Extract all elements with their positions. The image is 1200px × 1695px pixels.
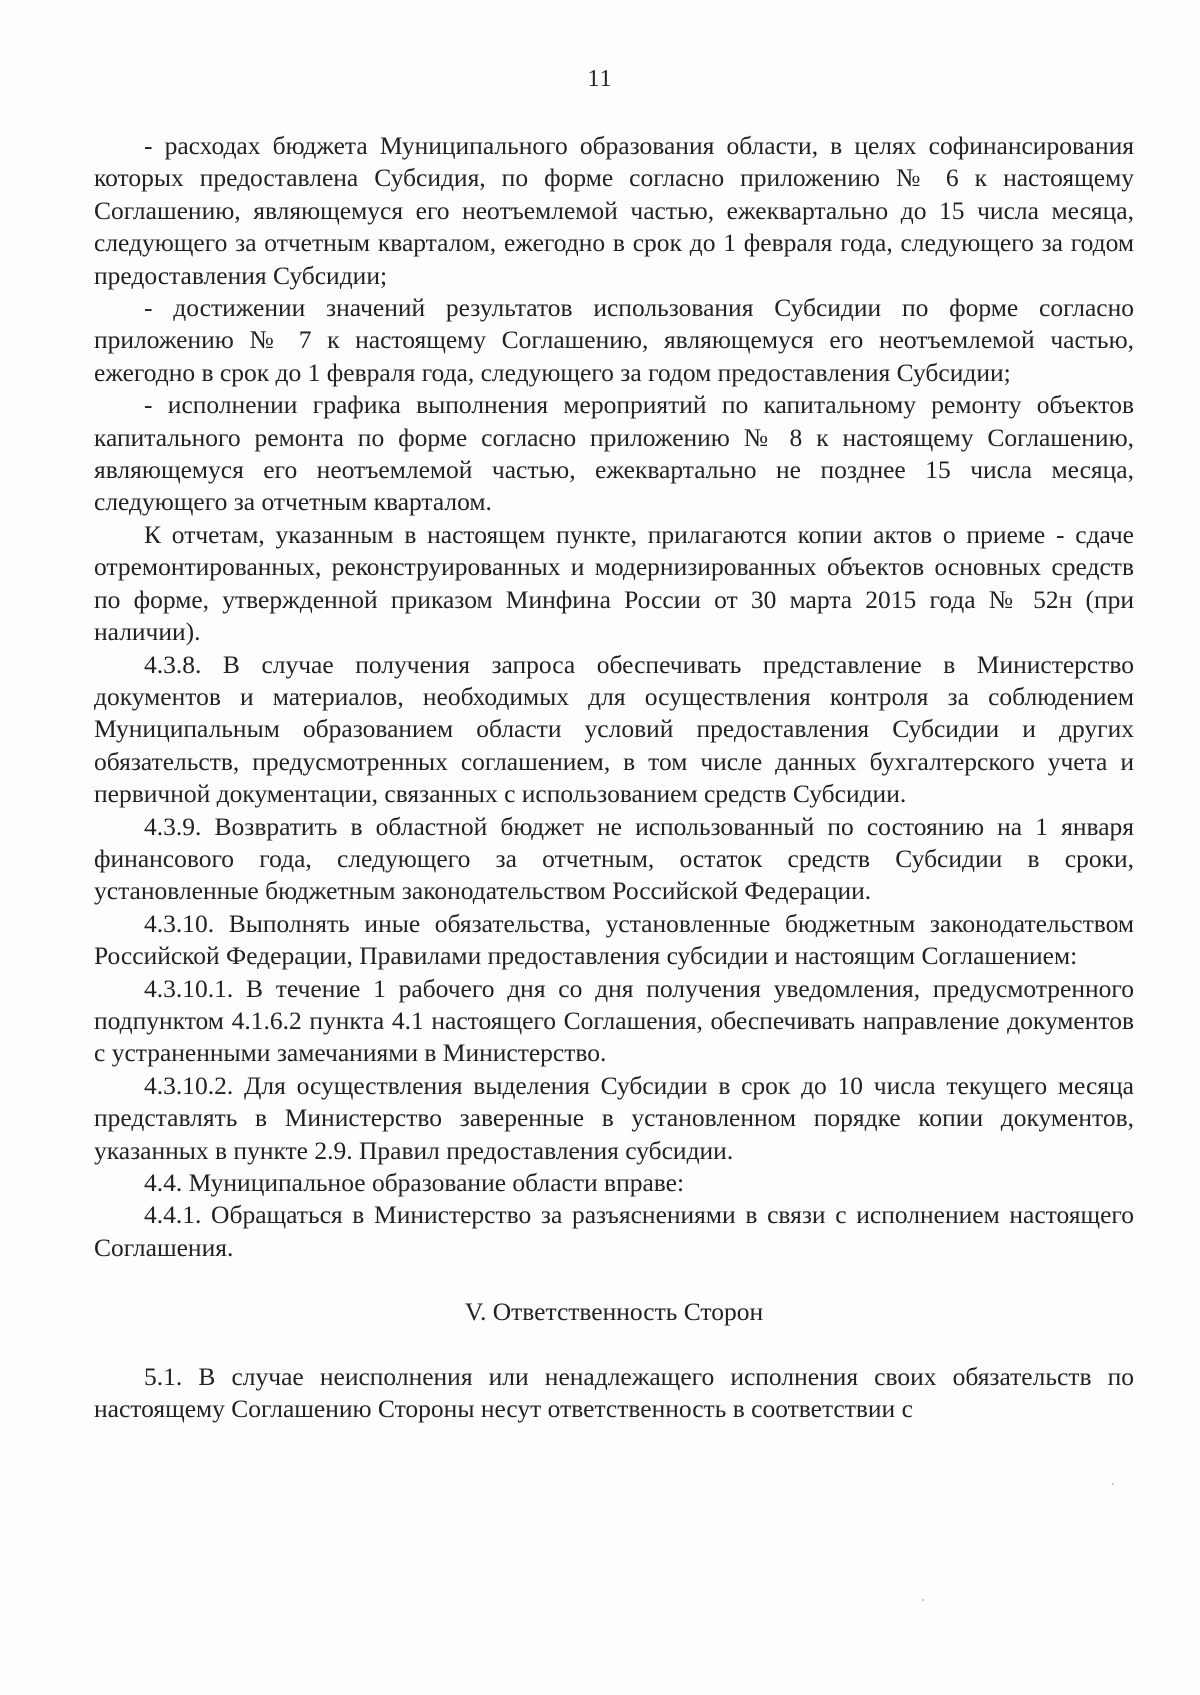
clause-5-1: 5.1. В случае неисполнения или ненадлежащего исполнения своих обязательств по настоящему Соглашению Стороны несут ответственность в соответствии с xyxy=(94,1361,1134,1424)
paragraph-expenditure-report: - расходах бюджета Муниципального образования области, в целях софинансирования которых предоставлена Субсидия, по форме согласно приложению № 6 к настоящему Соглашению, являющемуся его неотъемлемой частью, ежеквартально до 15 числа месяца, следующего за отчетным кварталом, ежегодно в срок до 1 февраля года, следующего за годом предоставления Субсидии; xyxy=(94,131,1134,290)
paragraph-schedule-report: - исполнении графика выполнения мероприятий по капитальному ремонту объектов капитального ремонта по форме согласно приложению № 8 к настоящему Соглашению, являющемуся его неотъемлемой частью, ежеквартально не позднее 15 числа месяца, следующего за отчетным кварталом. xyxy=(94,390,1134,517)
scan-speck xyxy=(1112,1483,1114,1485)
clause-4-4-1: 4.4.1. Обращаться в Министерство за разъяснениями в связи с исполнением настоящего Соглашения. xyxy=(94,1200,1134,1262)
clause-4-3-10: 4.3.10. Выполнять иные обязательства, установленные бюджетным законодательством Российской Федерации, Правилами предоставления субсидии и настоящим Соглашением: xyxy=(94,908,1134,971)
section-heading: V. Ответственность Сторон xyxy=(464,1297,764,1327)
paragraph-report-attachments: К отчетам, указанным в настоящем пункте, прилагаются копии актов о приеме - сдаче отремонтированных, реконструированных и модернизированных объектов основных средств по форме, утвержденной приказом Минфина России от 30 марта 2015 года № 52н (при наличии). xyxy=(94,519,1134,647)
document-body xyxy=(94,130,1134,1425)
clause-4-4: 4.4. Муниципальное образование области вправе: xyxy=(144,1168,685,1197)
clause-4-3-8: 4.3.8. В случае получения запроса обеспечивать представление в Министерство документов и материалов, необходимых для осуществления контроля за соблюдением Муниципальным образованием области условий предоставления Субсидии и других обязательств, предусмотренных соглашением, в том числе данных бухгалтерского учета и первичной документации, связанных с использованием средств Субсидии. xyxy=(94,649,1134,809)
page-number: 11 xyxy=(587,66,613,92)
clause-4-3-10-1: 4.3.10.1. В течение 1 рабочего дня со дня получения уведомления, предусмотренного подпунктом 4.1.6.2 пункта 4.1 настоящего Соглашения, обеспечивать направление документов с устраненными замечаниями в Министерство. xyxy=(94,973,1134,1068)
clause-4-3-9: 4.3.9. Возвратить в областной бюджет не использованный по состоянию на 1 января финансового года, следующего за отчетным, остаток средств Субсидии в сроки, установленные бюджетным законодательством Российской Федерации. xyxy=(94,811,1134,906)
clause-4-3-10-2: 4.3.10.2. Для осуществления выделения Субсидии в срок до 10 числа текущего месяца представлять в Министерство заверенные в установленном порядке копии документов, указанных в пункте 2.9. Правил предоставления субсидии. xyxy=(94,1070,1134,1165)
paragraph-results-report: - достижении значений результатов использования Субсидии по форме согласно приложению № 7 к настоящему Соглашению, являющемуся его неотъемлемой частью, ежегодно в срок до 1 февраля года, следующего за годом предоставления Субсидии; xyxy=(94,293,1134,387)
scan-speck xyxy=(922,1599,924,1601)
